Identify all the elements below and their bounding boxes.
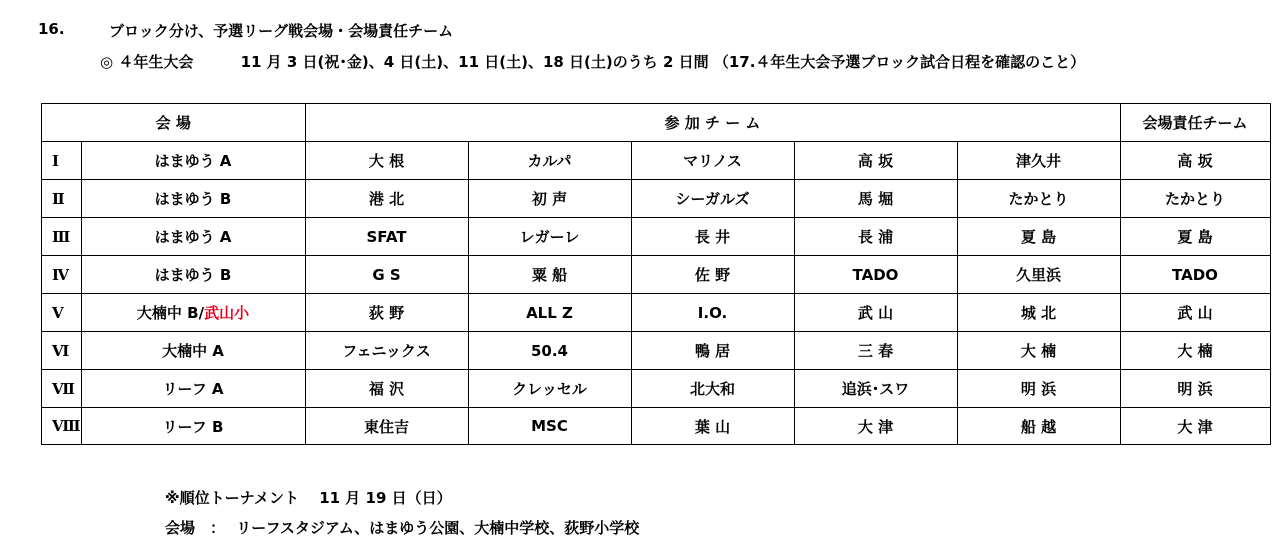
- team-cell: 港 北: [305, 180, 468, 218]
- table-row: [42, 370, 1271, 408]
- team-cell: G S: [305, 256, 468, 294]
- block-number: Ⅳ: [42, 256, 82, 294]
- team-cell: 大 根: [305, 142, 468, 180]
- team-cell: 初 声: [468, 180, 631, 218]
- team-cell: フェニックス: [305, 332, 468, 370]
- responsible-team-cell: 大 楠: [1120, 332, 1270, 370]
- section-title: ブロック分け、予選リーグ戦会場・会場責任チーム: [109, 22, 454, 40]
- venue-cell: [81, 256, 305, 294]
- team-cell: 明 浜: [957, 370, 1120, 408]
- responsible-team-cell: 高 坂: [1120, 142, 1270, 180]
- table-row: [42, 408, 1271, 445]
- venue-cell: [81, 408, 305, 445]
- venue-name: 大楠中 B/: [136, 304, 205, 322]
- venue-cell: [81, 218, 305, 256]
- team-cell: 武 山: [794, 294, 957, 332]
- tournament-venues: リーフスタジアム、はまゆう公園、大楠中学校、荻野小学校: [236, 519, 640, 537]
- team-cell: 城 北: [957, 294, 1120, 332]
- team-cell: SFAT: [305, 218, 468, 256]
- responsible-team-cell: 大 津: [1120, 408, 1270, 445]
- table-row: [42, 142, 1271, 180]
- tournament-venues-line: [165, 517, 639, 538]
- team-cell: 馬 堀: [794, 180, 957, 218]
- responsible-header: 会場責任チーム: [1120, 104, 1270, 142]
- team-cell: TADO: [794, 256, 957, 294]
- team-cell: 長 浦: [794, 218, 957, 256]
- responsible-team-cell: 明 浜: [1120, 370, 1270, 408]
- venue-name: はまゆう B: [154, 266, 232, 284]
- block-number: Ⅶ: [42, 370, 82, 408]
- team-cell: 佐 野: [631, 256, 794, 294]
- team-cell: MSC: [468, 408, 631, 445]
- block-table: [41, 103, 1271, 445]
- venue-name: リーフ B: [162, 417, 224, 436]
- team-cell: マリノス: [631, 142, 794, 180]
- venue-name: 大楠中 A: [162, 342, 224, 360]
- venue-name: はまゆう A: [154, 228, 232, 246]
- table-row: [42, 332, 1271, 370]
- team-cell: 久里浜: [957, 256, 1120, 294]
- team-cell: 東住吉: [305, 408, 468, 445]
- responsible-team-cell: TADO: [1120, 256, 1270, 294]
- venue-header: 会 場: [42, 104, 306, 142]
- venue-cell: [81, 370, 305, 408]
- teams-header: 参 加 チ ー ム: [305, 104, 1120, 142]
- team-cell: 夏 島: [957, 218, 1120, 256]
- team-cell: 大 津: [794, 408, 957, 445]
- event-line: [100, 51, 1085, 72]
- team-cell: 鴨 居: [631, 332, 794, 370]
- venue-cell: [81, 142, 305, 180]
- team-cell: 福 沢: [305, 370, 468, 408]
- event-mark: ◎: [100, 53, 114, 71]
- team-cell: 津久井: [957, 142, 1120, 180]
- venue-cell: [81, 294, 305, 332]
- venue-cell: [81, 332, 305, 370]
- event-name: ４年生大会: [118, 53, 194, 71]
- table-row: [42, 256, 1271, 294]
- block-number: Ⅱ: [42, 180, 82, 218]
- event-dates: 11 月 3 日(祝･金)、4 日(土)、11 日(土)、18 日(土)のうち 2 日間 （17.４年生大会予選ブロック試合日程を確認のこと）: [240, 53, 1086, 71]
- venue-cell: [81, 180, 305, 218]
- section-number: 16.: [38, 20, 65, 38]
- team-cell: たかとり: [957, 180, 1120, 218]
- team-cell: 葉 山: [631, 408, 794, 445]
- block-number: Ⅷ: [42, 408, 82, 445]
- table-row: [42, 180, 1271, 218]
- team-cell: 船 越: [957, 408, 1120, 445]
- table-row: [42, 218, 1271, 256]
- team-cell: 三 春: [794, 332, 957, 370]
- block-number: Ⅰ: [42, 142, 82, 180]
- team-cell: 粟 船: [468, 256, 631, 294]
- table-row: [42, 294, 1271, 332]
- team-cell: 50.4: [468, 332, 631, 370]
- team-cell: 長 井: [631, 218, 794, 256]
- venue-name: はまゆう A: [154, 152, 232, 170]
- block-number: Ⅵ: [42, 332, 82, 370]
- team-cell: ALL Z: [468, 294, 631, 332]
- team-cell: シーガルズ: [631, 180, 794, 218]
- block-number: Ⅲ: [42, 218, 82, 256]
- tournament-venue-label: 会場 ：: [165, 519, 226, 537]
- tournament-line: ※順位トーナメント 11 月 19 日（日）: [165, 489, 452, 507]
- team-cell: カルパ: [468, 142, 631, 180]
- venue-name: はまゆう B: [154, 190, 232, 208]
- team-cell: 北大和: [631, 370, 794, 408]
- team-cell: 高 坂: [794, 142, 957, 180]
- responsible-team-cell: 武 山: [1120, 294, 1270, 332]
- venue-name-highlight: 武山小: [204, 304, 250, 322]
- responsible-team-cell: 夏 島: [1120, 218, 1270, 256]
- header-row: [42, 104, 1271, 142]
- team-cell: クレッセル: [468, 370, 631, 408]
- team-cell: 大 楠: [957, 332, 1120, 370]
- team-cell: I.O.: [631, 294, 794, 332]
- responsible-team-cell: たかとり: [1120, 180, 1270, 218]
- venue-name: リーフ A: [162, 380, 224, 398]
- team-cell: 追浜･スワ: [794, 370, 957, 408]
- team-cell: 荻 野: [305, 294, 468, 332]
- team-cell: レガーレ: [468, 218, 631, 256]
- block-number: Ⅴ: [42, 294, 82, 332]
